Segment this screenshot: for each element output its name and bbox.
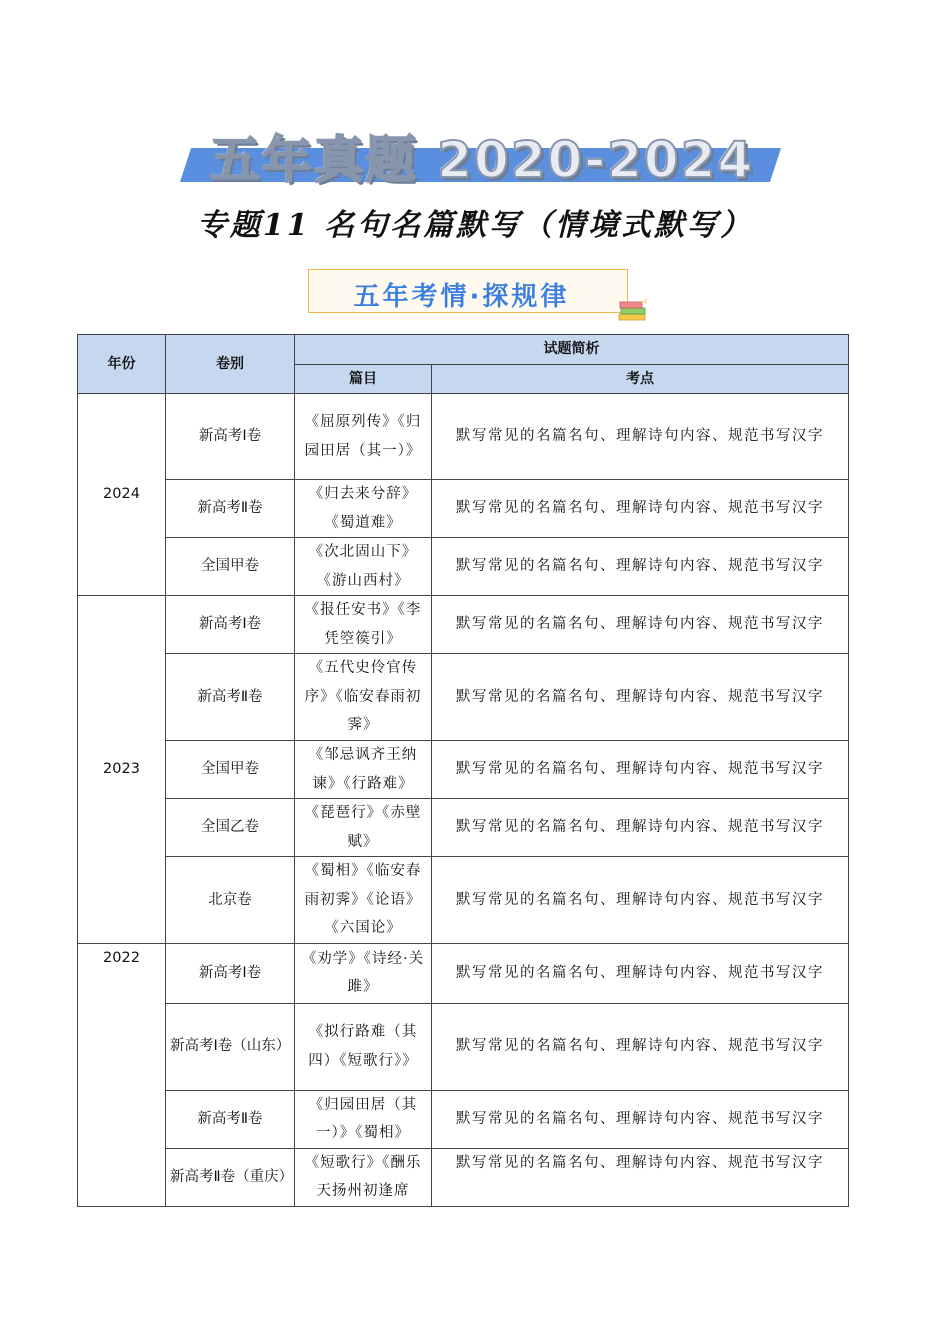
point-cell: 默写常见的名篇名句、理解诗句内容、规范书写汉字: [432, 943, 849, 1003]
header-paper: 卷别: [166, 335, 295, 394]
table-row: [78, 741, 849, 799]
paper-cell: 新高考Ⅰ卷: [166, 943, 295, 1003]
table-row: [78, 654, 849, 741]
source-cell: 《劝学》《诗经·关雎》: [295, 943, 432, 1003]
paper-cell: 北京卷: [166, 857, 295, 944]
table-row: [78, 1003, 849, 1090]
banner-text: 五年真题 2020-2024: [209, 131, 755, 189]
point-cell: 默写常见的名篇名句、理解诗句内容、规范书写汉字: [432, 1090, 849, 1148]
table-row: [78, 1090, 849, 1148]
paper-cell: 新高考Ⅱ卷（重庆）: [166, 1148, 295, 1206]
source-cell: 《次北固山下》《游山西村》: [295, 538, 432, 596]
point-cell: 默写常见的名篇名句、理解诗句内容、规范书写汉字: [432, 1003, 849, 1090]
paper-cell: 全国甲卷: [166, 741, 295, 799]
point-cell: 默写常见的名篇名句、理解诗句内容、规范书写汉字: [432, 799, 849, 857]
source-cell: 《拟行路难（其四）《短歌行》》: [295, 1003, 432, 1090]
header-brief: 试题简析: [295, 335, 849, 365]
year-cell: 2023: [78, 596, 166, 944]
source-cell: 《琵琶行》《赤壁赋》: [295, 799, 432, 857]
exam-summary-table: [77, 334, 849, 1207]
source-cell: 《屈原列传》《归园田居（其一）》: [295, 394, 432, 480]
paper-cell: 新高考Ⅰ卷（山东）: [166, 1003, 295, 1090]
point-cell: 默写常见的名篇名句、理解诗句内容、规范书写汉字: [432, 480, 849, 538]
page-title: 专题11 名句名篇默写（情境式默写）: [196, 208, 754, 243]
source-cell: 《报任安书》《李凭箜篌引》: [295, 596, 432, 654]
point-cell: 默写常见的名篇名句、理解诗句内容、规范书写汉字: [432, 596, 849, 654]
paper-cell: 新高考Ⅱ卷: [166, 1090, 295, 1148]
source-cell: 《归去来兮辞》《蜀道难》: [295, 480, 432, 538]
table-row: [78, 1148, 849, 1206]
table-row: [78, 943, 849, 1003]
source-cell: 《蜀相》《临安春雨初霁》《论语》《六国论》: [295, 857, 432, 944]
table-row: [78, 857, 849, 944]
paper-cell: 全国甲卷: [166, 538, 295, 596]
table-row: [78, 480, 849, 538]
header-source: 篇目: [295, 364, 432, 394]
point-cell: 默写常见的名篇名句、理解诗句内容、规范书写汉字: [432, 741, 849, 799]
point-cell: 默写常见的名篇名句、理解诗句内容、规范书写汉字: [432, 538, 849, 596]
section-badge-text: 五年考情·探规律: [353, 282, 570, 312]
point-cell: 默写常见的名篇名句、理解诗句内容、规范书写汉字: [432, 1148, 849, 1206]
paper-cell: 新高考Ⅱ卷: [166, 480, 295, 538]
books-icon: [617, 298, 649, 322]
point-cell: 默写常见的名篇名句、理解诗句内容、规范书写汉字: [432, 394, 849, 480]
source-cell: 《邹忌讽齐王纳谏》《行路难》: [295, 741, 432, 799]
paper-cell: 新高考Ⅰ卷: [166, 596, 295, 654]
year-cell: 2024: [78, 394, 166, 596]
title-banner: [180, 118, 770, 189]
source-cell: 《五代史伶官传序》《临安春雨初霁》: [295, 654, 432, 741]
paper-cell: 全国乙卷: [166, 799, 295, 857]
year-cell: 2022: [78, 943, 166, 1206]
point-cell: 默写常见的名篇名句、理解诗句内容、规范书写汉字: [432, 654, 849, 741]
source-cell: 《归园田居（其一）》《蜀相》: [295, 1090, 432, 1148]
header-point: 考点: [432, 364, 849, 394]
section-badge: [308, 269, 628, 313]
table-row: [78, 799, 849, 857]
table-row: [78, 394, 849, 480]
source-cell: 《短歌行》《酬乐天扬州初逢席: [295, 1148, 432, 1206]
table-row: [78, 538, 849, 596]
paper-cell: 新高考Ⅱ卷: [166, 654, 295, 741]
paper-cell: 新高考Ⅰ卷: [166, 394, 295, 480]
table-row: [78, 596, 849, 654]
header-year: 年份: [78, 335, 166, 394]
point-cell: 默写常见的名篇名句、理解诗句内容、规范书写汉字: [432, 857, 849, 944]
